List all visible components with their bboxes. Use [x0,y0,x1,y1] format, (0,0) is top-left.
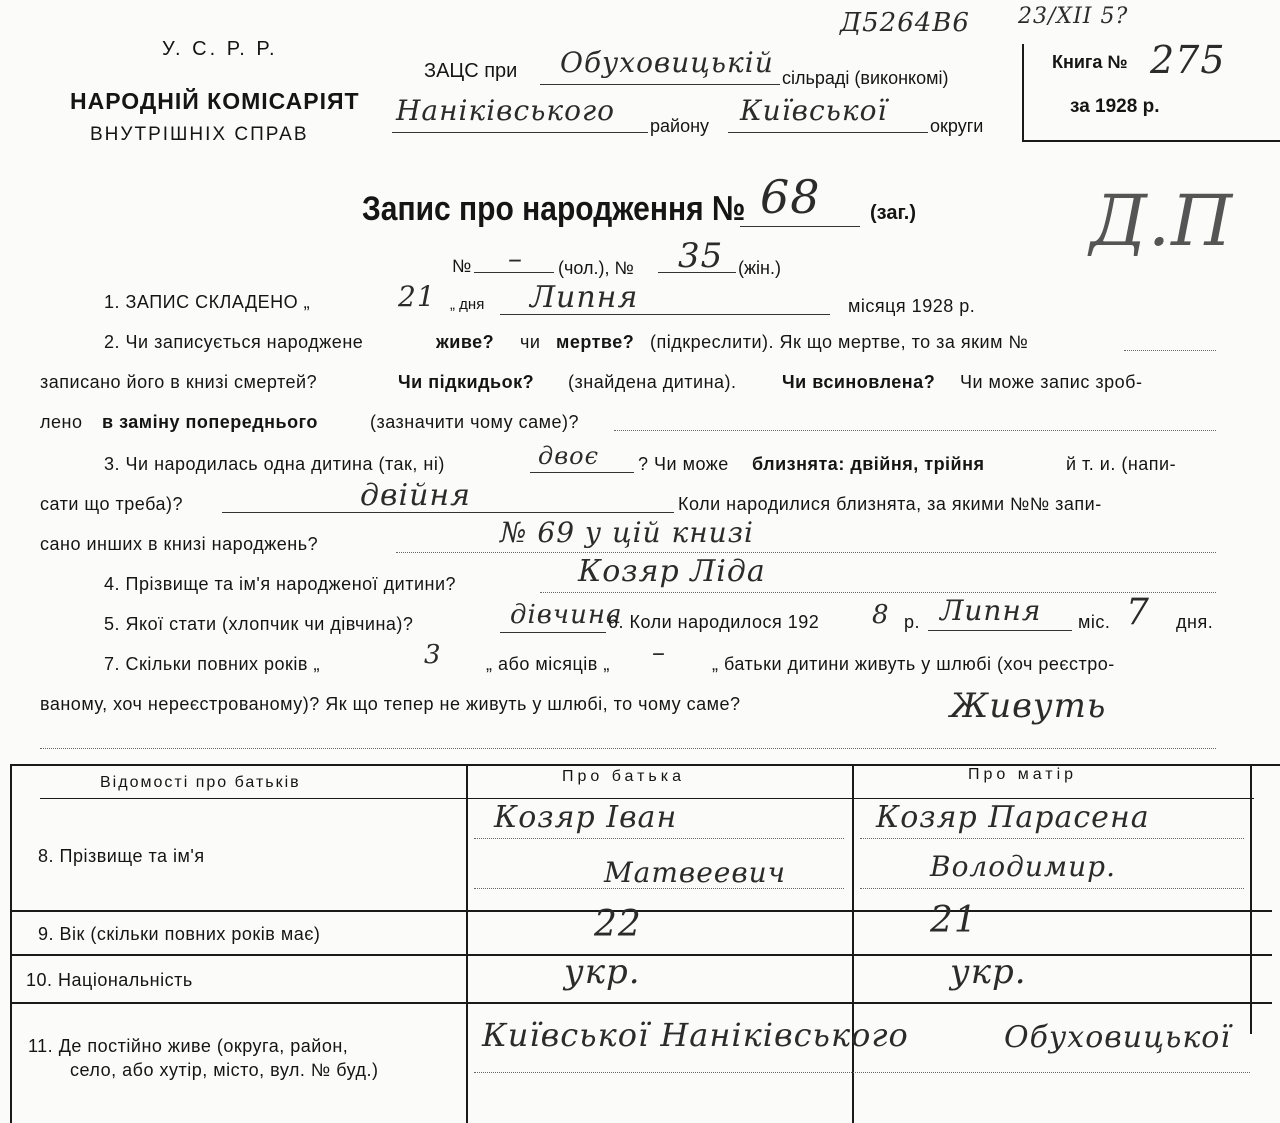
q6-month-line [928,630,1072,631]
table-top-border [10,764,1280,766]
table-right-border [1250,764,1252,1034]
table-header-father: Про батька [562,768,685,785]
q3-text-b: ? Чи може [638,454,729,474]
mother-patronymic-dots [860,888,1244,889]
row-nationality-label: 10. Національність [26,970,193,990]
q6-text-d: дня. [1176,612,1214,632]
q2-line2-a: записано його в книзі смертей? [40,372,318,392]
q4-text: 4. Прізвище та ім'я народженої дитини? [104,574,457,594]
okrug-label: округи [930,116,984,136]
q2-or: чи [520,332,541,352]
q2-dead: мертве? [556,332,635,352]
table-header-border [40,798,1254,799]
q2-line2-b: (знайдена дитина). [568,372,737,392]
q3-text-a: 3. Чи народилась одна дитина (так, ні) [104,454,445,474]
book-box-bottom-border [1022,140,1280,142]
female-number-suffix: (жін.) [738,258,781,278]
row-age-label: 9. Вік (скільки повних років має) [38,924,321,944]
rayon-label: району [650,116,710,136]
father-patronymic-dots [474,888,844,889]
q3-line3-dots [396,552,1216,553]
female-number-line [658,272,736,273]
mother-name-handwritten: Козяр Парасена [876,800,1150,835]
female-number-handwritten: 35 [678,236,724,276]
record-number-line [740,226,860,227]
q5-line [500,632,606,633]
father-name-dots [474,838,844,839]
table-row2-border [10,954,1272,956]
q6-text-b: р. [904,612,921,632]
commissariat-header: НАРОДНІЙ КОМІСАРІЯТ [70,88,360,114]
table-header-mother: Про матір [968,766,1078,783]
residence-dots [474,1072,1250,1073]
q7-text-a: 7. Скільки повних років „ [104,654,320,674]
q3-other-handwritten: № 69 у цій книзі [500,516,754,549]
q7-answer-handwritten: Живуть [950,686,1107,726]
q2-line3-b: (зазначити чому саме)? [370,412,579,432]
row-name-label: 8. Прізвище та ім'я [38,846,205,866]
q7-text-c: „ батьки дитини живуть у шлюбі (хоч реєстро- [712,654,1115,674]
q1-month-handwritten: Липня [530,280,639,315]
male-number-line [474,272,554,273]
q4-dots [540,592,1216,593]
internal-affairs-header: ВНУТРІШНІХ СПРАВ [90,124,309,145]
q1-end: місяця 1928 р. [848,296,976,316]
q2-line1-dots [1124,350,1216,351]
q1-label: 1. ЗАПИС СКЛАДЕНО „ [104,292,311,312]
district-handwritten: Наніківського [396,94,615,127]
mother-name-dots [860,838,1244,839]
q6-day-handwritten: 7 [1126,592,1150,633]
father-patronymic-handwritten: Матвеевич [604,856,787,889]
archive-ref-handwritten: Д5264В6 [840,8,970,38]
district-line [392,132,648,133]
table-header-info: Відомості про батьків [100,774,301,791]
q3-line2-b: Коли народилися близнята, за якими №№ запи- [678,494,1102,514]
q3-text-c: й т. и. (напи- [1066,454,1177,474]
q3-twins-handwritten: двійня [360,478,472,513]
book-number-handwritten: 275 [1150,38,1226,82]
q6-year-handwritten: 8 [872,600,890,630]
okrug-handwritten: Київської [740,94,888,127]
q5-sex-handwritten: дівчина [510,600,623,630]
male-number-handwritten: – [508,242,523,275]
q7-years-handwritten: 3 [424,640,442,670]
ussr-header: У. С. Р. Р. [162,38,278,60]
father-nationality-handwritten: укр. [564,952,641,992]
record-title: Запис про народження № [362,190,746,228]
q3-count-line [530,472,634,473]
q1-mid: „ дня [450,296,485,313]
residence-handwritten-mother: Обуховицької [1004,1020,1231,1055]
book-label: Книга № [1052,52,1128,72]
q3-line3-a: сано инших в книзі народжень? [40,534,319,554]
q2-alive: живе? [436,332,495,352]
q2-line3-a: лено [40,412,83,432]
residence-handwritten-father: Київської Наніківського [482,1016,909,1054]
row-residence-label: 11. Де постійно живе (округа, район, [28,1036,349,1056]
margin-initials-handwritten: Д.П [1090,180,1234,262]
table-left-border [10,764,12,1123]
village-handwritten: Обуховицькій [560,46,774,79]
book-box-left-border [1022,44,1024,142]
row-residence-label-2: село, або хутір, місто, вул. № буд.) [70,1060,379,1080]
q2-adopted: Чи всиновлена? [782,372,936,392]
okrug-line [728,132,928,133]
table-row3-border [10,1002,1272,1004]
record-number-handwritten: 68 [760,170,821,224]
silradi-label: сільраді (виконкомі) [782,68,949,88]
q2-line3-dots [614,430,1216,431]
q6-text-c: міс. [1078,612,1111,632]
zags-label: ЗАЦС при [424,60,518,82]
father-age-handwritten: 22 [594,904,642,945]
q6-text-a: 6. Коли народилося 192 [608,612,820,632]
q7-dots [40,748,1216,749]
record-title-suffix: (заг.) [870,202,917,224]
q2-replace: в заміну попереднього [102,412,318,432]
q3-twins-line [222,512,674,513]
q5-text: 5. Якої стати (хлопчик чи дівчина)? [104,614,414,634]
q3-count-handwritten: двоє [538,442,600,470]
q2-foundling: Чи підкидьок? [398,372,535,392]
q3-line2-a: сати що треба)? [40,494,184,514]
q2-line2-c: Чи може запис зроб- [960,372,1143,392]
male-number-suffix: (чол.), № [558,258,634,278]
sub-number-label: № [452,256,472,276]
mother-patronymic-handwritten: Володимир. [930,850,1116,883]
father-name-handwritten: Козяр Іван [494,800,678,835]
q1-day-handwritten: 21 [398,280,436,313]
q2-text-a: 2. Чи записується народжене [104,332,364,352]
table-col2-border [852,764,854,1123]
q4-child-name-handwritten: Козяр Ліда [578,554,766,589]
q6-month-handwritten: Липня [940,594,1042,627]
q7-line2: ваному, хоч нереєстрованому)? Як що тепер не живуть у шлюбі, то чому саме? [40,694,741,714]
q3-twins: близнята: двійня, трійня [752,454,985,474]
q1-month-line [500,314,830,315]
q7-months-handwritten: – [652,638,666,668]
table-col1-border [466,764,468,1123]
q2-text-b: (підкреслити). Як що мертве, то за яким № [650,332,1029,352]
archive-date-handwritten: 23/XII 5? [1018,4,1129,29]
mother-age-handwritten: 21 [930,900,978,941]
village-line [540,84,780,85]
mother-nationality-handwritten: укр. [950,952,1027,992]
q7-text-b: „ або місяців „ [486,654,610,674]
book-year: за 1928 р. [1070,96,1160,117]
